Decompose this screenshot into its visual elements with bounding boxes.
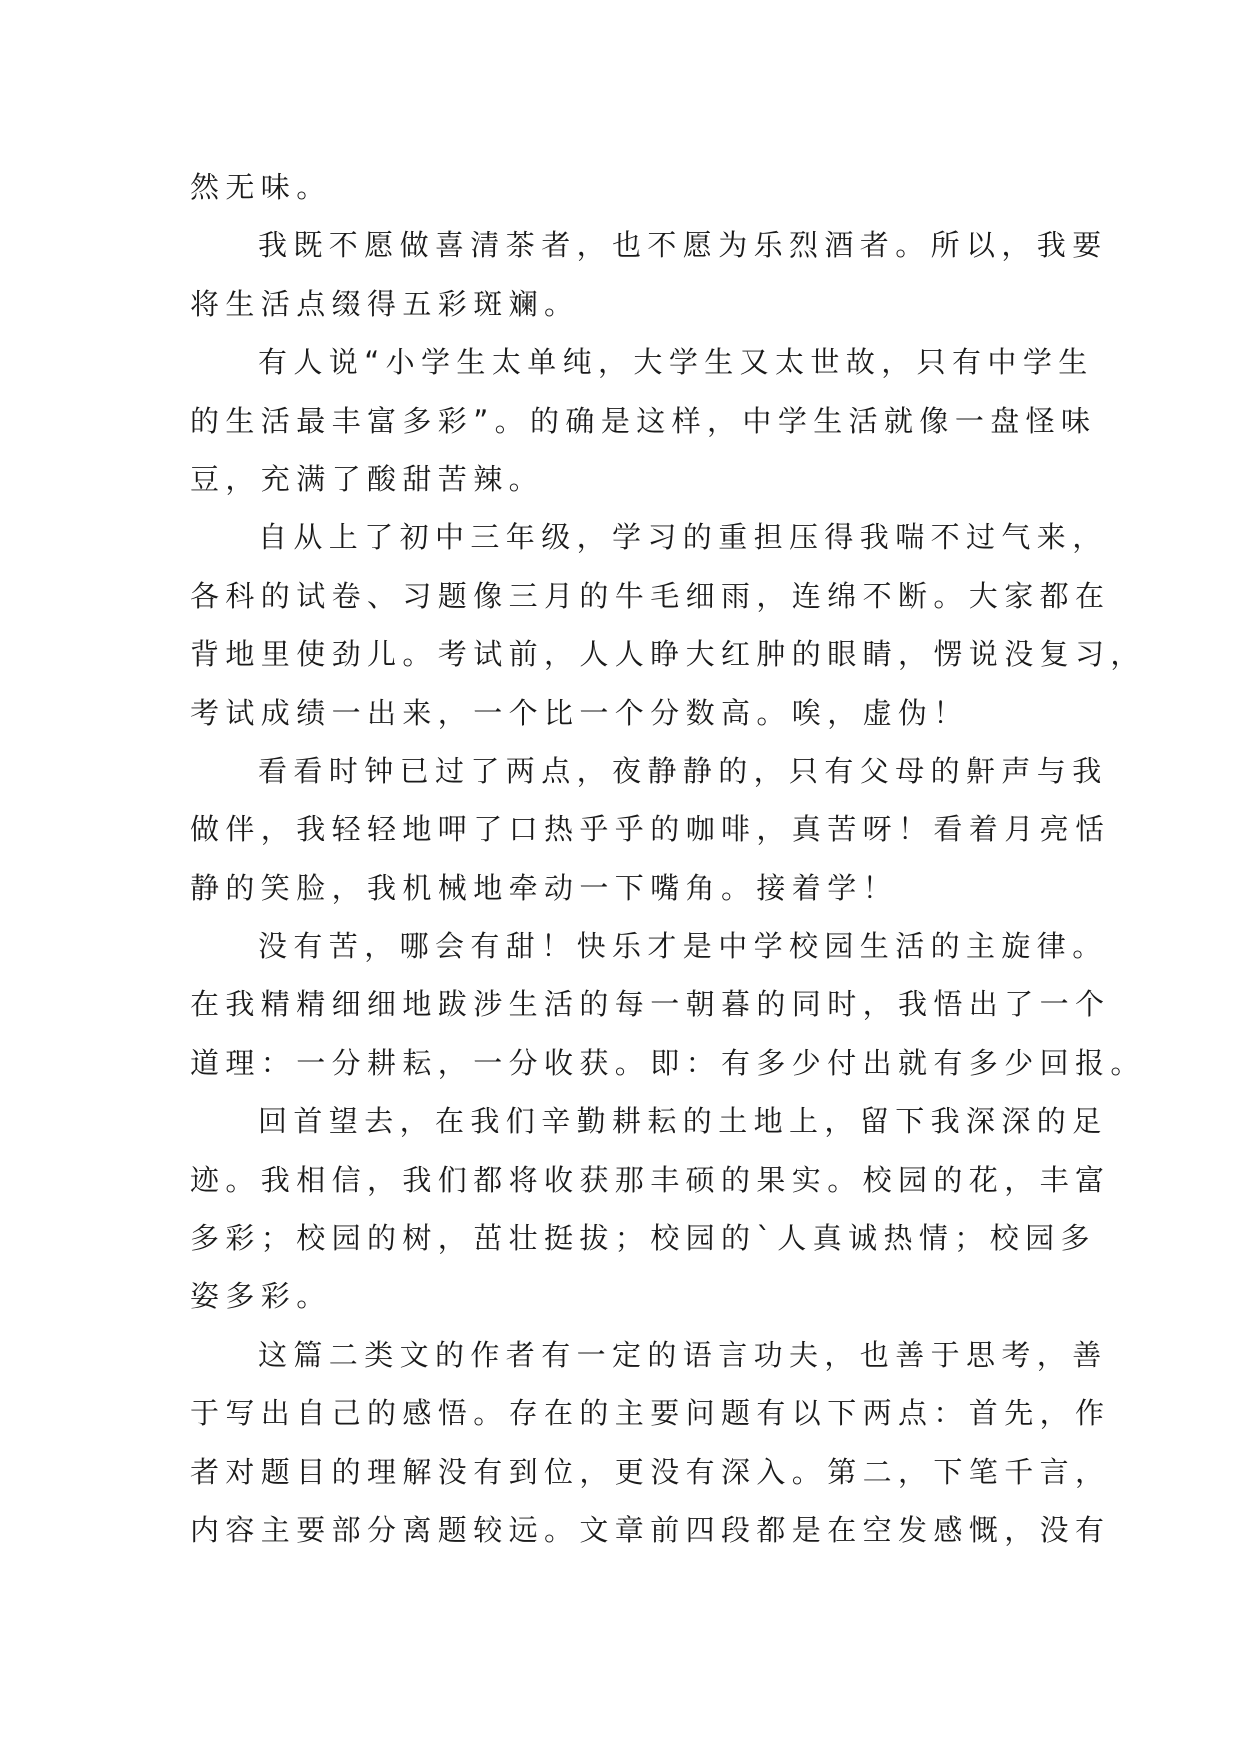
text-line: 者对题目的理解没有到位，更没有深入。第二，下笔千言， bbox=[190, 1454, 1111, 1489]
text-line: 这篇二类文的作者有一定的语言功夫，也善于思考，善 bbox=[258, 1337, 1108, 1372]
text-line: 各科的试卷、习题像三月的牛毛细雨，连绵不断。大家都在 bbox=[190, 578, 1111, 613]
text-line: 迹。我相信，我们都将收获那丰硕的果实。校园的花，丰富 bbox=[190, 1162, 1111, 1197]
text-line: 内容主要部分离题较远。文章前四段都是在空发感慨，没有 bbox=[190, 1512, 1111, 1547]
text-line: 有人说“小学生太单纯，大学生又太世故，只有中学生 bbox=[258, 345, 1094, 380]
text-line: 的生活最丰富多彩”。的确是这样，中学生活就像一盘怪味 bbox=[190, 403, 1097, 438]
text-line: 没有苦，哪会有甜！快乐才是中学校园生活的主旋律。 bbox=[258, 929, 1108, 964]
text-line: 于写出自己的感悟。存在的主要问题有以下两点：首先，作 bbox=[190, 1396, 1111, 1431]
text-line: 看看时钟已过了两点，夜静静的，只有父母的鼾声与我 bbox=[258, 753, 1108, 788]
text-line: 我既不愿做喜清茶者，也不愿为乐烈酒者。所以，我要 bbox=[258, 228, 1108, 263]
text-line: 姿多彩。 bbox=[190, 1279, 332, 1314]
text-line: 背地里使劲儿。考试前，人人睁大红肿的眼睛，愣说没复习， bbox=[190, 637, 1146, 672]
text-line: 然无味。 bbox=[190, 170, 332, 204]
document-body bbox=[190, 158, 1146, 1559]
text-line: 自从上了初中三年级，学习的重担压得我喘不过气来， bbox=[258, 520, 1108, 555]
text-line: 豆，充满了酸甜苦辣。 bbox=[190, 461, 545, 496]
text-line: 在我精精细细地跋涉生活的每一朝暮的同时，我悟出了一个 bbox=[190, 987, 1111, 1022]
text-line: 将生活点缀得五彩斑斓。 bbox=[190, 286, 580, 321]
text-line: 静的笑脸，我机械地牵动一下嘴角。接着学！ bbox=[190, 870, 899, 905]
text-line: 回首望去，在我们辛勤耕耘的土地上，留下我深深的足 bbox=[258, 1104, 1108, 1139]
text-line: 多彩；校园的树，茁壮挺拔；校园的`人真诚热情；校园多 bbox=[190, 1221, 1096, 1256]
text-line: 做伴，我轻轻地呷了口热乎乎的咖啡，真苦呀！看着月亮恬 bbox=[190, 812, 1111, 847]
text-line: 考试成绩一出来，一个比一个分数高。唉，虚伪！ bbox=[190, 695, 969, 730]
text-line: 道理：一分耕耘，一分收获。即：有多少付出就有多少回报。 bbox=[190, 1045, 1146, 1080]
